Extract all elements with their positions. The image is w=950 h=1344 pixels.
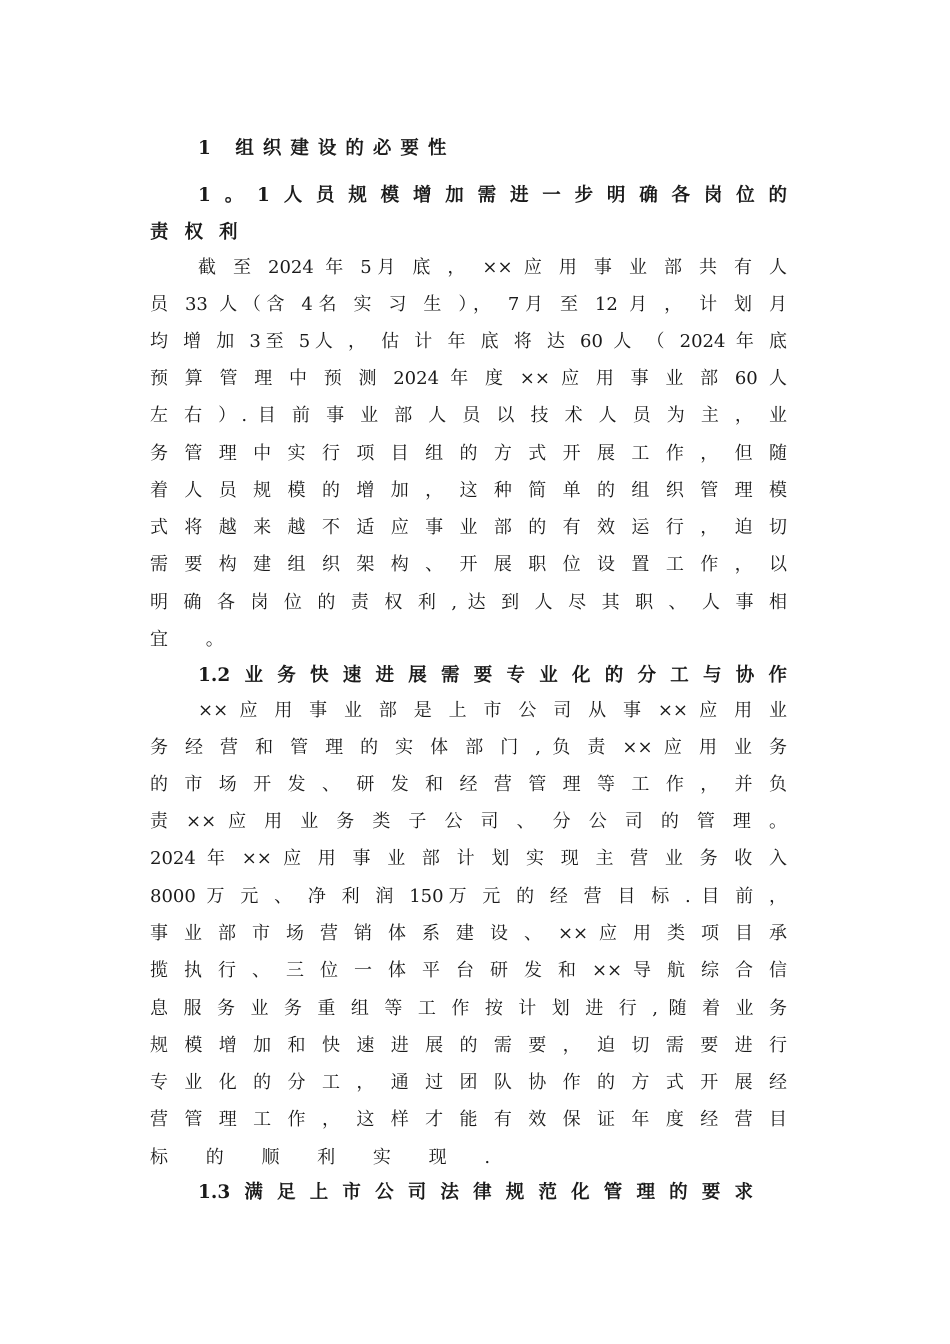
paragraph-line: 责 ×× 应 用 业 务 类 子 公 司 、 分 公 司 的 管 理 。 (150, 811, 787, 832)
paragraph-line: 左 右 ）. 目 前 事 业 部 人 员 以 技 术 人 员 为 主 ， 业 (150, 405, 787, 426)
paragraph-line: 2024 年 ×× 应 用 事 业 部 计 划 实 现 主 营 业 务 收 入 (150, 848, 787, 869)
paragraph-line: 务 经 营 和 管 理 的 实 体 部 门 , 负 责 ×× 应 用 业 务 (150, 737, 787, 758)
paragraph-line: 员 33 人（含 4名 实 习 生 ）， 7月 至 12 月 ， 计 划 月 (150, 294, 787, 315)
heading-1: 1 组织建设的必要性 (198, 138, 456, 159)
paragraph-line: 明 确 各 岗 位 的 责 权 利 , 达 到 人 尽 其 职 、 人 事 相 (150, 592, 787, 613)
paragraph-line: 预 算 管 理 中 预 测 2024 年 度 ×× 应 用 事 业 部 60 人 (150, 368, 787, 389)
paragraph-line: 需 要 构 建 组 织 架 构 、 开 展 职 位 设 置 工 作 ， 以 (150, 554, 787, 575)
paragraph-line: 标 的 顺 利 实 现 . (150, 1147, 507, 1168)
section-1-1-title: 1。1人员规模增加需进一步明确各岗位的 (198, 185, 787, 206)
paragraph-line: 宜 。 (150, 629, 240, 650)
paragraph-line: 8000 万 元 、 净 利 润 150万 元 的 经 营 目 标 . 目 前 ， (150, 886, 787, 907)
paragraph-line: 的 市 场 开 发 、 研 发 和 经 营 管 理 等 工 作 ， 并 负 (150, 774, 787, 795)
paragraph-line: 专 业 化 的 分 工 ， 通 过 团 队 协 作 的 方 式 开 展 经 (150, 1072, 787, 1093)
paragraph-line: 截 至 2024 年 5月 底 ， ×× 应 用 事 业 部 共 有 人 (198, 257, 787, 278)
section-1-1-title-cont: 责权利 (150, 222, 254, 243)
paragraph-line: 揽 执 行 、 三 位 一 体 平 台 研 发 和 ×× 导 航 综 合 信 (150, 960, 787, 981)
paragraph-line: 务 管 理 中 实 行 项 目 组 的 方 式 开 展 工 作 ， 但 随 (150, 443, 787, 464)
paragraph-line: ×× 应 用 事 业 部 是 上 市 公 司 从 事 ×× 应 用 业 (198, 700, 787, 721)
paragraph-line: 均 增 加 3至 5人 ， 估 计 年 底 将 达 60 人 （ 2024 年 底 (150, 331, 787, 352)
paragraph-line: 式 将 越 来 越 不 适 应 事 业 部 的 有 效 运 行 ， 迫 切 (150, 517, 787, 538)
paragraph-line: 营 管 理 工 作 ， 这 样 才 能 有 效 保 证 年 度 经 营 目 (150, 1109, 787, 1130)
paragraph-line: 着 人 员 规 模 的 增 加 ， 这 种 简 单 的 组 织 管 理 模 (150, 480, 787, 501)
section-1-3-title: 1.3满足上市公司法律规范化管理的要求 (198, 1182, 753, 1203)
section-1-2-title: 1.2业务快速进展需要专业化的分工与协作 (198, 665, 787, 686)
paragraph-line: 规 模 增 加 和 快 速 进 展 的 需 要 ， 迫 切 需 要 进 行 (150, 1035, 787, 1056)
paragraph-line: 事 业 部 市 场 营 销 体 系 建 设 、 ×× 应 用 类 项 目 承 (150, 923, 787, 944)
paragraph-line: 息 服 务 业 务 重 组 等 工 作 按 计 划 进 行 , 随 着 业 务 (150, 998, 787, 1019)
